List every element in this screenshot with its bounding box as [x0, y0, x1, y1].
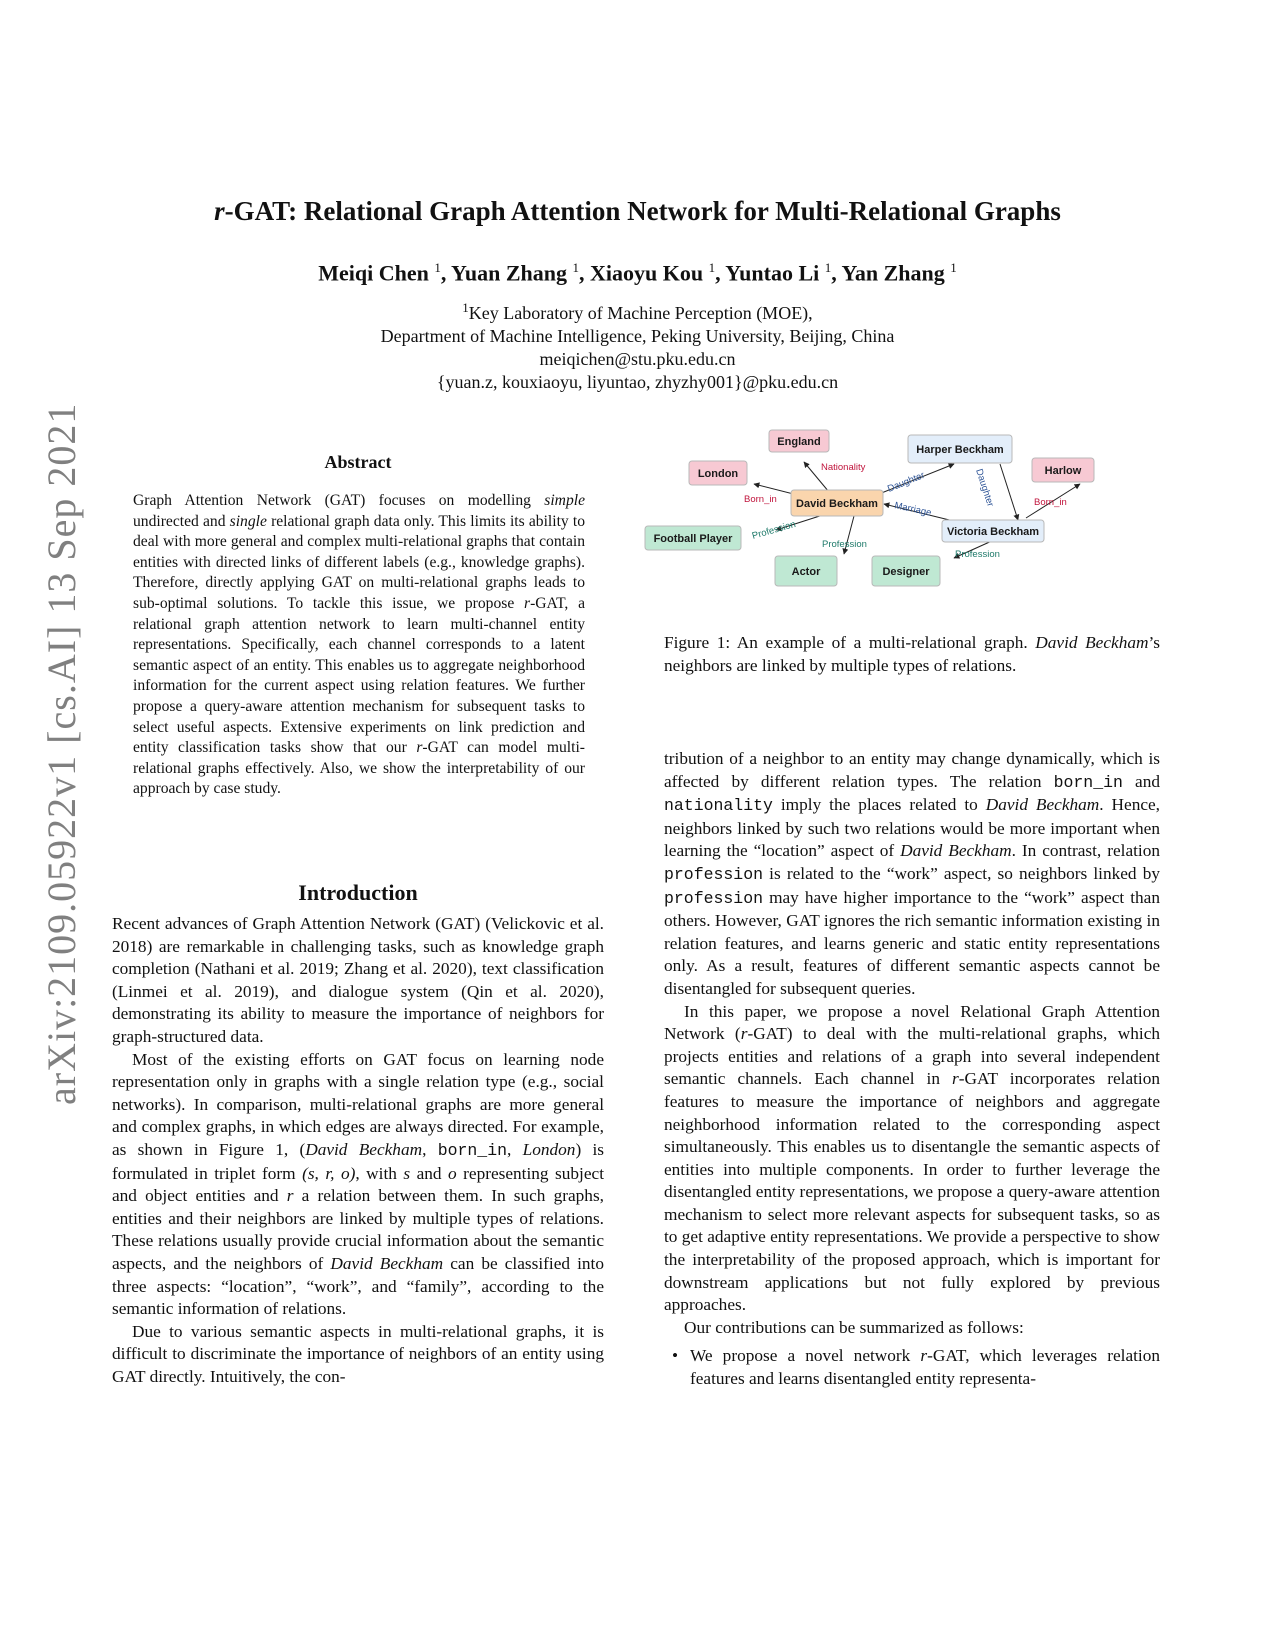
arxiv-identifier: arXiv:2109.05922v1 [cs.AI] 13 Sep 2021 [39, 402, 84, 1105]
node-david-beckham [791, 490, 883, 516]
title-italic-r: r [214, 196, 225, 226]
affiliation-dept: Department of Machine Intelligence, Peking University, Beijing, China [380, 326, 895, 346]
intro-paragraph-3: Due to various semantic aspects in multi-relational graphs, it is difficult to discriminate the importance of neighbors of an entity using GAT directly. Intuitively, the con- [112, 1321, 604, 1386]
node-victoria-beckham [942, 520, 1044, 542]
author-list: Meiqi Chen $^1$, Yuan Zhang $^1$, Xiaoyu Kou $^1$, Yuntao Li $^1$, Yan Zhang $^1$ [318, 260, 957, 286]
introduction-heading: Introduction [298, 880, 418, 905]
edge-label-daughter-1: Daughter [886, 469, 927, 495]
edge-daughter-victoria [1000, 464, 1018, 520]
affiliations: $^1$Key Laboratory of Machine Perception (MOE), Department of Machine Intelligence, Peking University, Beijing, China meiqichen@stu.pku.edu.cn {yuan.z, kouxiaoyu, liyuntao, zhyzhy001}@pku.edu.cn [0, 296, 1275, 394]
email-primary: meiqichen@stu.pku.edu.cn [539, 349, 736, 369]
edge-label-born-in-1: Born_in [744, 494, 777, 505]
abstract-body: Graph Attention Network (GAT) focuses on modelling simple undirected and single relational graph data only. This limits its ability to deal with more general and complex multi-relational graphs that contain entities with directed links of different labels (e.g., knowledge graphs). Therefore, directly applying GAT on multi-relational graphs leads to sub-optimal solutions. To tackle this issue, we propose r-GAT, a relational graph attention network to learn multi-channel entity representations. Specifically, each channel corresponds to a latent semantic aspect of an entity. This enables us to aggregate neighborhood information for the current aspect using relation features. We further propose a query-aware attention mechanism for subsequent tasks to select useful aspects. Extensive experiments on link prediction and entity classification tasks show that our r-GAT can model multi-relational graphs effectively. Also, we show the interpretability of our approach by case study. [133, 492, 585, 798]
right-paragraph-2: In this paper, we propose a novel Relational Graph Attention Network (r-GAT) to deal with the multi-relational graphs, which projects entities and relations of a graph into several independent semantic channels. Each channel in r-GAT incorporates relation features to measure the importance of neighbors and aggregate neighborhood information related to the corresponding aspect simultaneously. This enables us to disentangle the semantic aspects of entities into multiple components. In order to further leverage the disentangled entity representations, we propose a query-aware attention mechanism to select more relevant aspects for subsequent tasks, so as to get adaptive entity representations. We provide a perspective to show the interpretability of the proposed approach, which is important for downstream applications but not fully explored by previous approaches. [664, 1001, 1161, 1315]
paper-title [0, 196, 1275, 227]
author-name: Xiaoyu Kou [590, 260, 704, 286]
svg-text:England: England [777, 436, 821, 448]
author-name: Meiqi Chen [318, 260, 429, 286]
relation-graph-svg [653, 436, 1160, 616]
edge-label-marriage: Marriage [893, 500, 933, 519]
svg-text:David Beckham: David Beckham [796, 498, 878, 510]
figure-1-caption: Figure 1: An example of a multi-relational graph. David Beckham’s neighbors are linked by multiple types of relations. [664, 633, 1160, 675]
edge-label-nationality: Nationality [821, 462, 866, 473]
author-name: Yan Zhang [841, 260, 945, 286]
node-actor [775, 556, 837, 586]
intro-paragraph-1: Recent advances of Graph Attention Network (GAT) (Velickovic et al. 2018) are remarkable in challenging tasks, such as knowledge graph completion (Nathani et al. 2019; Zhang et al. 2020), text classification (Linmei et al. 2019), and dialogue system (Qin et al. 2020), demonstrating its ability to measure the importance of neighbors for graph-structured data. [112, 914, 604, 1046]
svg-text:London: London [697, 468, 739, 480]
right-paragraph-1: tribution of a neighbor to an entity may change dynamically, which is affected by different relation types. The relation born_in and nationality imply the places related to David Beckham. Hence, neighbors linked by such two relations would be more important when learning the “location” aspect of David Beckham. In contrast, relation profession is related to the “work” aspect, so neighbors linked by profession may have higher importance to the “work” aspect than others. However, GAT ignores the rich semantic information existing in relation features, and learns generic and static entity representations only. As a result, features of different semantic aspects cannot be disentangled for subsequent queries. [664, 749, 1160, 998]
svg-text:Harper Beckham: Harper Beckham [916, 444, 1004, 456]
node-england [769, 430, 829, 452]
node-football-player [645, 526, 741, 550]
svg-text:Actor: Actor [791, 566, 821, 578]
email-group: {yuan.z, kouxiaoyu, liyuntao, zhyzhy001}@pku.edu.cn [436, 372, 839, 392]
svg-text:Football Player: Football Player [653, 533, 733, 545]
node-london [689, 461, 747, 485]
title-text: -GAT: Relational Graph Attention Network for Multi-Relational Graphs [224, 196, 1061, 226]
author-name: Yuan Zhang [451, 260, 568, 286]
bullet-icon: • [672, 1346, 679, 1366]
abstract-heading: Abstract [324, 452, 392, 472]
intro-paragraph-2: Most of the existing efforts on GAT focus on learning node representation only in graphs with a single relation type (e.g., social networks). In comparison, multi-relational graphs are more general and complex graphs, in which edges are always directed. For example, as shown in Figure 1, (David Beckham, born_in, London) is formulated in triplet form (s, r, o), with s and o representing subject and object entities and r a relation between them. In such graphs, entities and their neighbors are linked by multiple types of relations. These relations usually provide crucial information about the semantic aspects, and the neighbors of David Beckham can be classified into three aspects: “location”, “work”, and “family”, according to the semantic information of relations. [112, 1049, 605, 1319]
edge-label-profession-1: Profession [750, 518, 797, 542]
contribution-bullet-1: • We propose a novel network r-GAT, which leverages relation features and learns disentangled entity representa- [672, 1346, 1161, 1389]
right-column [664, 748, 1160, 1391]
edge-label-profession-2: Profession [822, 539, 867, 550]
edge-label-daughter-2: Daughter [973, 467, 996, 509]
node-harper-beckham [908, 435, 1012, 463]
svg-text:Harlow: Harlow [1044, 465, 1082, 477]
right-paragraph-3: Our contributions can be summarized as follows: [684, 1317, 1024, 1337]
left-column [112, 913, 604, 1388]
svg-text:Designer: Designer [882, 566, 930, 578]
author-name: Yuntao Li [725, 260, 820, 286]
figure-1-graph [653, 436, 1160, 616]
node-designer [872, 556, 940, 586]
edge-label-born-in-2: Born_in [1034, 497, 1067, 508]
svg-text:Victoria Beckham: Victoria Beckham [946, 526, 1040, 538]
affiliation-lab: Key Laboratory of Machine Perception (MOE), [468, 303, 813, 323]
node-harlow [1032, 458, 1094, 482]
edge-label-profession-3: Profession [955, 549, 1000, 560]
